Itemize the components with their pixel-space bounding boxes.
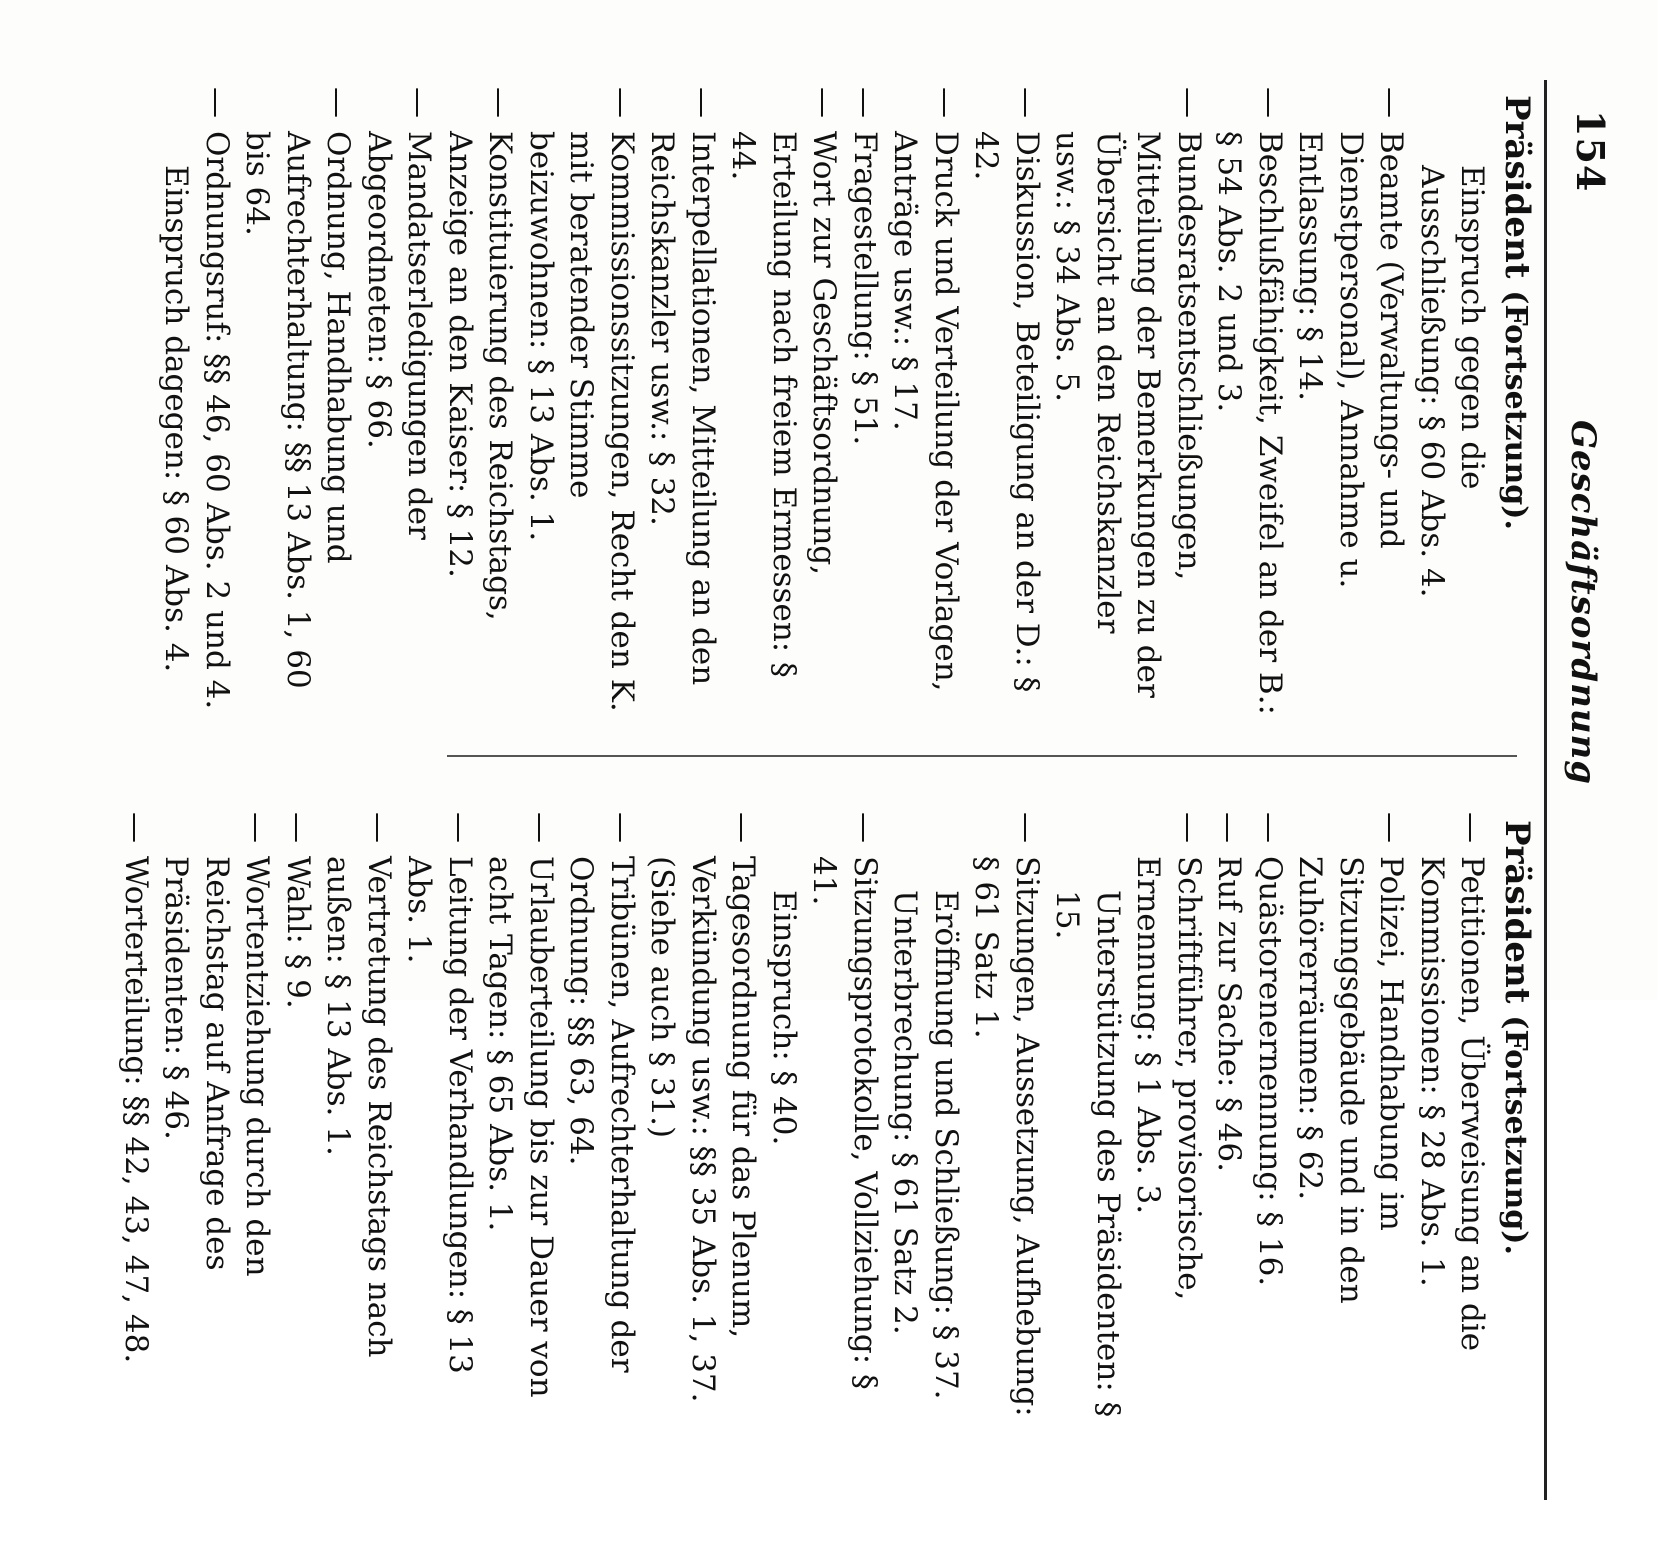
- index-entry: — Wort zur Geschäftsordnung, Erteilung nach freiem Ermessen: § 44.: [723, 95, 845, 715]
- index-entry: — Wortentziehung durch den Reichstag auf Anfrage des Präsidenten: § 46.: [156, 820, 278, 1440]
- index-entry: — Ordnungsruf: §§ 46, 60 Abs. 2 und 4.: [197, 95, 238, 715]
- index-entry: — Ordnung, Handhabung und Aufrechterhaltung: §§ 13 Abs. 1, 60 bis 64.: [237, 95, 359, 715]
- index-entry: — Polizei, Handhabung im Sitzungsgebäude und in den Zuhörerräumen: § 62.: [1290, 820, 1412, 1440]
- index-entry: — Sitzungsprotokolle, Vollziehung: § 41.: [804, 820, 885, 1440]
- index-entry: — Fragestellung: § 51.: [845, 95, 886, 715]
- right-column-heading: [1495, 820, 1538, 1440]
- index-entry: — Beamte (Verwaltungs- und Dienstpersonal), Annahme u. Entlassung: § 14.: [1290, 95, 1412, 715]
- index-entry: — Druck und Verteilung der Vorlagen, Anträge usw.: § 17.: [885, 95, 966, 715]
- header-rule: [1544, 80, 1547, 1500]
- index-entry: — Tagesordnung für das Plenum, Verkündung usw.: §§ 35 Abs. 1, 37. (Siehe auch § 31.): [642, 820, 764, 1440]
- index-entry: Unterstützung des Präsidenten: § 15.: [1049, 890, 1126, 1418]
- index-entry: — Schriftführer, provisorische, Ernennung: § 1 Abs. 3.: [1128, 820, 1209, 1440]
- index-entry: — Kommissionssitzungen, Recht den K. mit beratender Stimme beizuwohnen: § 13 Abs. 1.: [521, 95, 643, 715]
- index-entry: Eröffnung und Schließung: § 37.: [928, 890, 964, 1400]
- heading-text: Präsident: [1497, 95, 1537, 279]
- index-entry: Einspruch: § 40.: [766, 890, 802, 1146]
- left-column-heading: [1495, 95, 1538, 715]
- index-entry: — Petitionen, Überweisung an die Kommissionen: § 28 Abs. 1.: [1412, 820, 1493, 1440]
- index-entry: — Worterteilung: §§ 42, 43, 47, 48.: [116, 820, 157, 1440]
- heading-text: Präsident: [1497, 820, 1537, 1004]
- right-column: [116, 820, 1538, 1440]
- index-entry: — Beschlußfähigkeit, Zweifel an der B.: § 54 Abs. 2 und 3.: [1209, 95, 1290, 715]
- index-entry: — Leitung der Verhandlungen: § 13 Abs. 1.: [399, 820, 480, 1440]
- heading-continuation: (Fortsetzung).: [1498, 1015, 1533, 1255]
- index-entry: — Ruf zur Sache: § 46.: [1209, 820, 1250, 1440]
- index-entry: Unterbrechung: § 61 Satz 2.: [887, 890, 924, 1335]
- index-entry: — Bundesratsentschließungen, Mitteilung der Bemerkungen zu der Übersicht an den Reichskanzler usw.: § 34 Abs. 5.: [1047, 95, 1209, 715]
- index-entry: — Interpellationen, Mitteilung an den Reichskanzler usw.: § 32.: [642, 95, 723, 715]
- page-title: Geschäftsordnung: [1563, 420, 1603, 786]
- column-divider: [447, 755, 1517, 757]
- left-column: [156, 95, 1537, 715]
- index-entry: Einspruch dagegen: § 60 Abs. 4.: [158, 165, 195, 673]
- index-entry: — Diskussion, Beteiligung an der D.: § 42.: [966, 95, 1047, 715]
- page-number: 154: [1568, 110, 1613, 193]
- index-entry: — Wahl: § 9.: [278, 820, 319, 1440]
- index-entry: — Quästorenernennung: § 16.: [1250, 820, 1291, 1440]
- index-entry: — Sitzungen, Aussetzung, Aufhebung: § 61 Satz 1.: [966, 820, 1047, 1440]
- heading-continuation: (Fortsetzung).: [1498, 290, 1533, 530]
- index-entry: — Vertretung des Reichstags nach außen: § 13 Abs. 1.: [318, 820, 399, 1440]
- index-entry: Einspruch gegen die Ausschließung: § 60 Abs. 4.: [1414, 165, 1491, 598]
- index-entry: — Urlauberteilung bis zur Dauer von acht Tagen: § 65 Abs. 1.: [480, 820, 561, 1440]
- index-entry: — Tribünen, Aufrechterhaltung der Ordnung: §§ 63, 64.: [561, 820, 642, 1440]
- index-entry: — Mandatserledigungen der Abgeordneten: § 66.: [359, 95, 440, 715]
- index-entry: — Konstituierung des Reichstags, Anzeige an den Kaiser: § 12.: [440, 95, 521, 715]
